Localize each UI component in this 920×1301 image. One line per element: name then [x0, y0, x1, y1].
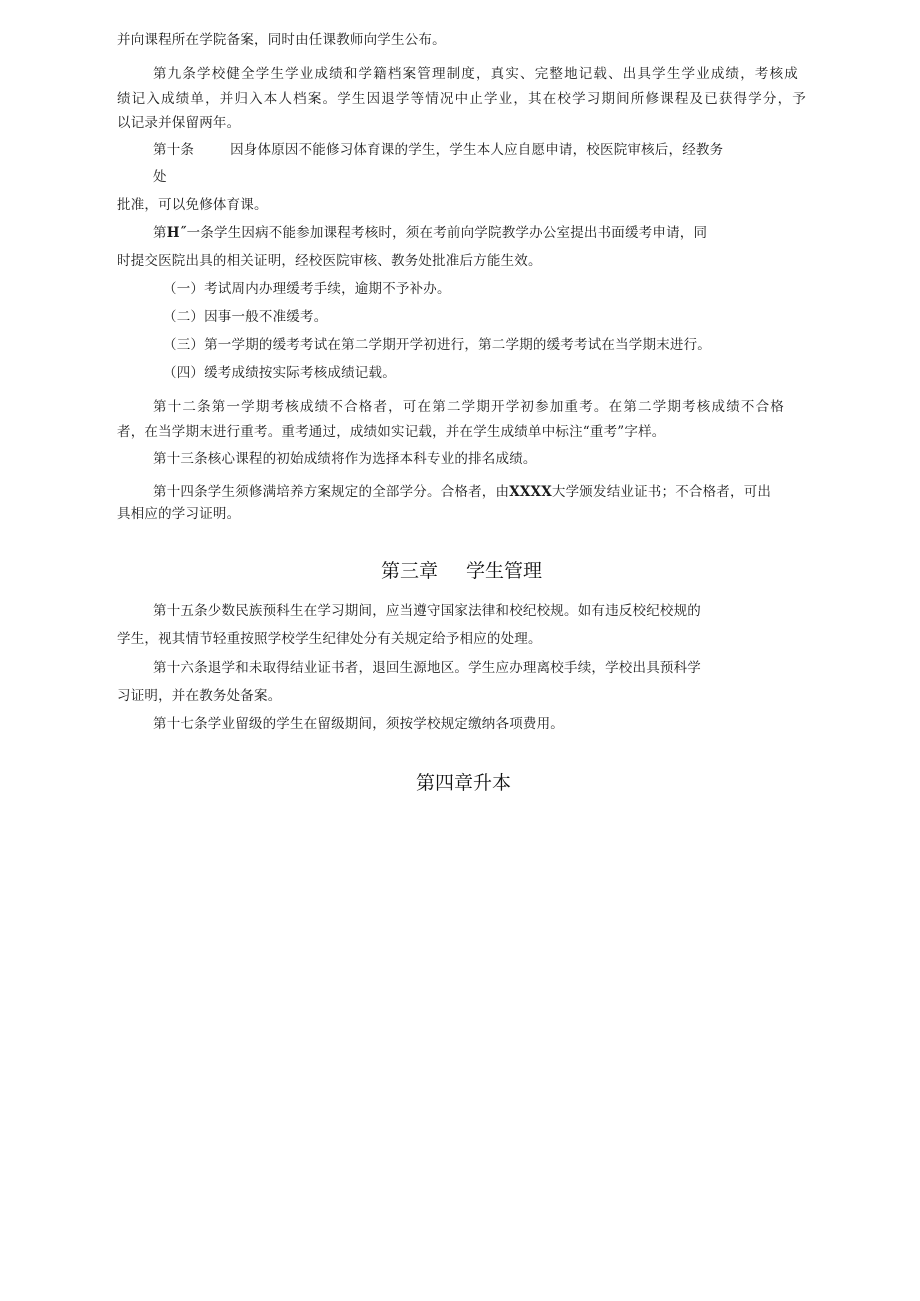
chapter-3-title: 学生管理	[466, 560, 543, 582]
article-10-line-1	[153, 140, 723, 160]
article-10-text: 因身体原因不能修习体育课的学生，学生本人应自愿申请，校医院审核后，经教务	[230, 142, 724, 158]
list-item-4: （四）缓考成绩按实际考核成绩记载。	[163, 365, 396, 381]
article-16-line-1: 第十六条退学和未取得结业证书者，退回生源地区。学生应办理离校手续，学校出具预科学	[153, 660, 701, 676]
article-14-line-1	[153, 482, 771, 502]
paragraph-line: 并向课程所在学院备案，同时由任课教师向学生公布。	[117, 32, 446, 48]
list-item-1: （一）考试周内办理缓考手续，逾期不予补办。	[163, 281, 451, 297]
article-17: 第十七条学业留级的学生在留级期间，须按学校规定缴纳各项费用。	[153, 716, 564, 732]
article-10-line-3: 批准，可以免修体育课。	[117, 197, 268, 213]
article-11-line-1	[153, 223, 707, 243]
article-11-ocr-glyph: H˝	[166, 225, 187, 241]
article-9-line-3: 以记录并保留两年。	[117, 115, 241, 131]
article-15-line-2: 学生，视其情节轻重按照学校学生纪律处分有关规定给予相应的处理。	[117, 631, 542, 647]
list-item-2: （二）因事一般不准缓考。	[163, 309, 328, 325]
article-10-number: 第十条	[153, 142, 195, 158]
article-9-line-1: 第九条学校健全学生学业成绩和学籍档案管理制度，真实、完整地记载、出具学生学业成绩，考核成	[153, 66, 798, 82]
article-12-line-1: 第十二条第一学期考核成绩不合格者，可在第二学期开学初参加重考。在第二学期考核成绩不合格	[153, 399, 784, 415]
article-16-line-2: 习证明，并在教务处备案。	[117, 688, 282, 704]
article-12-line-2: 者，在当学期末进行重考。重考通过，成绩如实记载，并在学生成绩单中标注“重考”字样。	[117, 424, 666, 440]
article-14-text-b: 大学颁发结业证书；不合格者，可出	[551, 484, 772, 500]
chapter-3-number: 第三章	[381, 560, 439, 582]
article-14-line-2: 具相应的学习证明。	[117, 506, 241, 522]
university-placeholder: XXXX	[509, 484, 552, 500]
article-10-line-2: 处	[153, 169, 167, 185]
article-11-line-2: 时提交医院出具的相关证明，经校医院审核、教务处批准后方能生效。	[117, 253, 542, 269]
article-14-text-a: 第十四条学生须修满培养方案规定的全部学分。合格者，由	[153, 484, 510, 500]
article-11-prefix: 第	[153, 225, 167, 241]
article-11-text: 一条学生因病不能参加课程考核时，须在考前向学院教学办公室提出书面缓考申请，同	[186, 225, 708, 241]
list-item-3: （三）第一学期的缓考考试在第二学期开学初进行，第二学期的缓考考试在当学期末进行。	[163, 337, 711, 353]
chapter-4-heading: 第四章升本	[416, 772, 512, 794]
article-13: 第十三条核心课程的初始成绩将作为选择本科专业的排名成绩。	[153, 451, 537, 467]
article-15-line-1: 第十五条少数民族预科生在学习期间，应当遵守国家法律和校纪校规。如有违反校纪校规的	[153, 603, 701, 619]
chapter-3-heading	[381, 559, 542, 583]
article-9-line-2: 绩记入成绩单，并归入本人档案。学生因退学等情况中止学业，其在校学习期间所修课程及已获得学分，予	[117, 91, 806, 107]
